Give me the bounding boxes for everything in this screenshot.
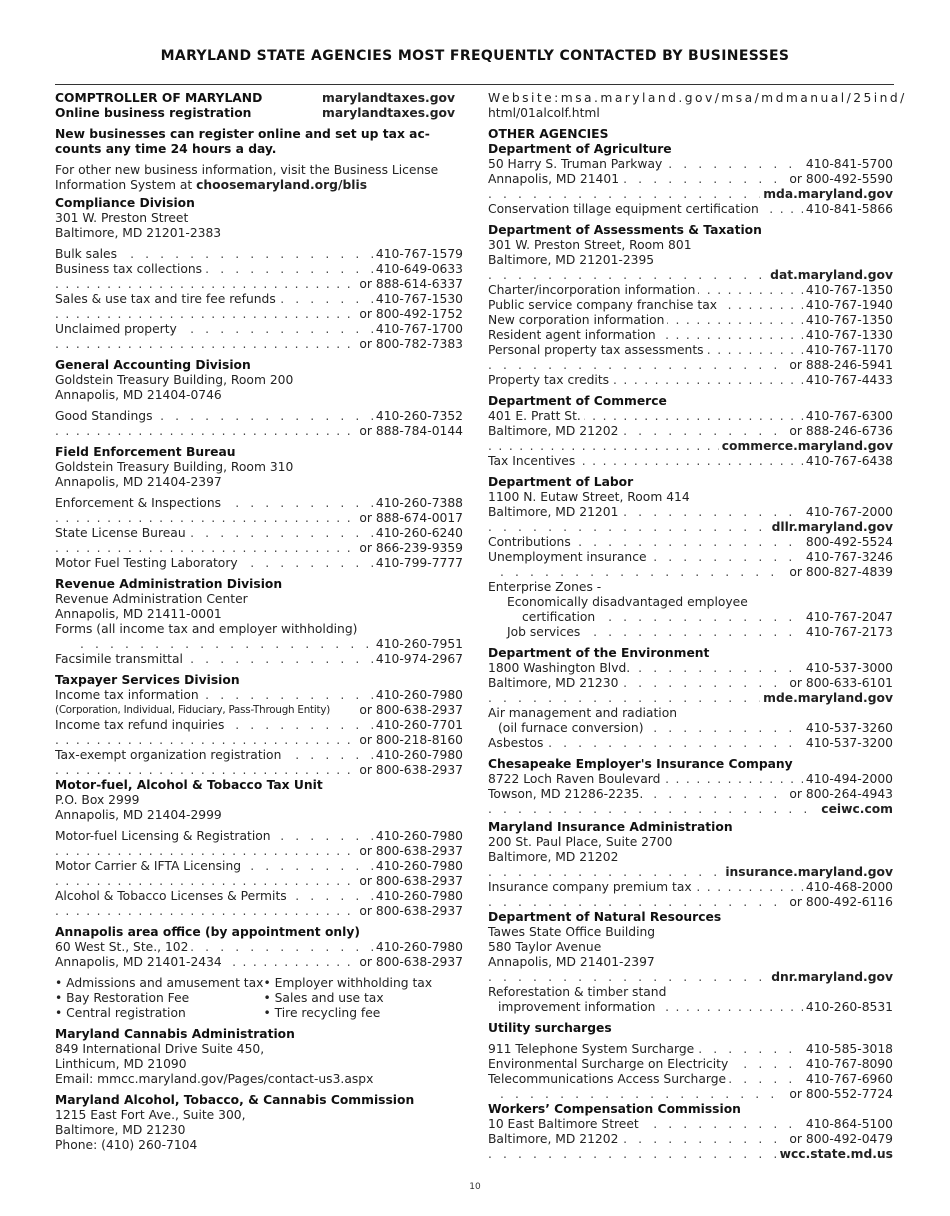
state-license-line: State License Bureau . . . 410-260-6240 <box>55 526 463 541</box>
natural-resources-address3: Annapolis, MD 21401-2397 <box>488 955 655 969</box>
natural-resources-site-line: . . . dnr.maryland.gov <box>488 970 893 985</box>
cannabis-admin-heading: Maryland Cannabis Administration <box>55 1027 295 1041</box>
tillage-line: Conservation tillage equipment certification . . . 410-841-5866 <box>488 202 893 217</box>
annapolis-address1-line: 60 West St., Ste., 102 . . . 410-260-7980 <box>55 940 463 955</box>
bullets-col-2 <box>263 976 463 1021</box>
blis-link[interactable]: choosemaryland.org/blis <box>196 178 368 192</box>
labor-address1: 1100 N. Eutaw Street, Room 414 <box>488 490 690 504</box>
website-line2[interactable]: html/01alcolf.html <box>488 106 600 120</box>
assessments-site-line: . . . dat.maryland.gov <box>488 268 893 283</box>
insurance-site-line: . . . insurance.maryland.gov <box>488 865 893 880</box>
telecom-surcharge-line: Telecommunications Access Surcharge . . . 410-767-6960 <box>488 1072 893 1087</box>
bullet-item: • Admissions and amusement tax <box>55 976 264 990</box>
forms-text: Forms (all income tax and employer withholding) <box>55 622 358 636</box>
page-number: 10 <box>469 1182 481 1192</box>
telephone-surcharge-line: 911 Telephone System Surcharge . . . 410-585-3018 <box>488 1042 893 1057</box>
commerce-heading: Department of Commerce <box>488 394 667 408</box>
enforcement-line: Enforcement & Inspections . . . 410-260-7388 <box>55 496 463 511</box>
income-tax-alt: (Corporation, Individual, Fiduciary, Pass-Through Entity) or 800-638-2937 <box>55 703 463 717</box>
certification-line: certification . . . 410-767-2047 <box>488 610 893 625</box>
resident-agent-line: Resident agent information . . . 410-767-1330 <box>488 328 893 343</box>
agriculture-site-line: . . . mda.maryland.gov <box>488 187 893 202</box>
left-column <box>55 91 463 1153</box>
income-tax-line: Income tax information . . . 410-260-7980 <box>55 688 463 703</box>
motor-fuel-address2: Annapolis, MD 21404-2999 <box>55 808 222 822</box>
contributions-line: Contributions . . . 800-492-5524 <box>488 535 893 550</box>
personal-property-line: Personal property tax assessments . . . 410-767-1170 <box>488 343 893 358</box>
reforestation-text: Reforestation & timber stand <box>488 985 667 999</box>
commerce-address2-line: Baltimore, MD 21202 . . . or 888-246-6736 <box>488 424 893 439</box>
environment-site-line: . . . mde.maryland.gov <box>488 691 893 706</box>
unemployment-line: Unemployment insurance . . . 410-767-3246 <box>488 550 893 565</box>
improvement-line: improvement information . . . 410-260-8531 <box>488 1000 893 1015</box>
insurance-address1: 200 St. Paul Place, Suite 2700 <box>488 835 673 849</box>
atc-commission-address1: 1215 East Fort Ave., Suite 300, <box>55 1108 246 1122</box>
asbestos-line: Asbestos . . . 410-537-3200 <box>488 736 893 751</box>
assessments-heading: Department of Assessments & Taxation <box>488 223 762 237</box>
insurance-heading: Maryland Insurance Administration <box>488 820 733 834</box>
alcohol-tobacco-line: Alcohol & Tobacco Licenses & Permits . . . 410-260-7980 <box>55 889 463 904</box>
business-info-2: Information System at choosemaryland.org/blis <box>55 178 368 192</box>
cannabis-admin-email[interactable]: Email: mmcc.maryland.gov/Pages/contact-us3.aspx <box>55 1072 374 1086</box>
environment-address1-line: 1800 Washington Blvd. . . . 410-537-3000 <box>488 661 893 676</box>
environment-heading: Department of the Environment <box>488 646 710 660</box>
environmental-surcharge-line: Environmental Surcharge on Electricity . . . 410-767-8090 <box>488 1057 893 1072</box>
personal-property-alt: . . . or 888-246-5941 <box>488 358 893 373</box>
state-license-alt: . . . or 866-239-9359 <box>55 541 463 556</box>
business-info-1: For other new business information, visit the Business License <box>55 163 439 177</box>
annapolis-office-heading: Annapolis area office (by appointment only) <box>55 925 360 939</box>
motor-fuel-address1: P.O. Box 2999 <box>55 793 140 807</box>
title-rule <box>55 84 894 85</box>
insurance-address2: Baltimore, MD 21202 <box>488 850 619 864</box>
compliance-heading: Compliance Division <box>55 196 195 210</box>
motor-fuel-licensing-line: Motor-fuel Licensing & Registration . . . 410-260-7980 <box>55 829 463 844</box>
right-column <box>488 91 907 1162</box>
chesapeake-heading: Chesapeake Employer's Insurance Company <box>488 757 793 771</box>
revenue-admin-heading: Revenue Administration Division <box>55 577 283 591</box>
tax-incentives-line: Tax Incentives . . . 410-767-6438 <box>488 454 893 469</box>
atc-commission-address2: Baltimore, MD 21230 <box>55 1123 186 1137</box>
forms-line: . . . 410-260-7951 <box>55 637 463 652</box>
labor-site-line: . . . dllr.maryland.gov <box>488 520 893 535</box>
unclaimed-alt: . . . or 800-782-7383 <box>55 337 463 352</box>
agriculture-heading: Department of Agriculture <box>488 142 672 156</box>
unemployment-alt: . . . or 800-827-4839 <box>488 565 893 580</box>
motor-fuel-licensing-alt: . . . or 800-638-2937 <box>55 844 463 859</box>
facsimile-line: Facsimile transmittal . . . 410-974-2967 <box>55 652 463 667</box>
insurance-premium-alt: . . . or 800-492-6116 <box>488 895 893 910</box>
workers-comp-address1-line: 10 East Baltimore Street . . . 410-864-5100 <box>488 1117 893 1132</box>
charter-line: Charter/incorporation information . . . 410-767-1350 <box>488 283 893 298</box>
comptroller-header: COMPTROLLER OF MARYLAND marylandtaxes.gov <box>55 91 455 105</box>
bullet-item: • Sales and use tax <box>263 991 384 1005</box>
new-corporation-line: New corporation information . . . 410-767-1350 <box>488 313 893 328</box>
online-registration: Online business registration marylandtaxes.gov <box>55 106 455 120</box>
motor-carrier-line: Motor Carrier & IFTA Licensing . . . 410-260-7980 <box>55 859 463 874</box>
bullet-item: • Tire recycling fee <box>263 1006 381 1020</box>
unclaimed-line: Unclaimed property . . . 410-767-1700 <box>55 322 463 337</box>
business-tax-alt: . . . or 888-614-6337 <box>55 277 463 292</box>
commerce-site-line: . . . commerce.maryland.gov <box>488 439 893 454</box>
bullet-item: • Employer withholding tax <box>263 976 433 990</box>
assessments-address1: 301 W. Preston Street, Room 801 <box>488 238 692 252</box>
property-credits-line: Property tax credits . . . 410-767-4433 <box>488 373 893 388</box>
motor-carrier-alt: . . . or 800-638-2937 <box>55 874 463 889</box>
field-enforcement-address1: Goldstein Treasury Building, Room 310 <box>55 460 294 474</box>
services-bullets <box>55 976 463 1021</box>
sales-use-alt: . . . or 800-492-1752 <box>55 307 463 322</box>
labor-address2-line: Baltimore, MD 21201 . . . 410-767-2000 <box>488 505 893 520</box>
page-title: MARYLAND STATE AGENCIES MOST FREQUENTLY CONTACTED BY BUSINESSES <box>160 48 790 64</box>
field-enforcement-heading: Field Enforcement Bureau <box>55 445 236 459</box>
motor-fuel-heading: Motor-fuel, Alcohol & Tobacco Tax Unit <box>55 778 323 792</box>
labor-heading: Department of Labor <box>488 475 634 489</box>
telecom-surcharge-alt: . . . or 800-552-7724 <box>488 1087 893 1102</box>
field-enforcement-address2: Annapolis, MD 21404-2397 <box>55 475 222 489</box>
enforcement-alt: . . . or 888-674-0017 <box>55 511 463 526</box>
revenue-admin-address1: Revenue Administration Center <box>55 592 248 606</box>
good-standings-line: Good Standings . . . 410-260-7352 <box>55 409 463 424</box>
disadvantaged-text: Economically disadvantaged employee <box>507 595 748 609</box>
chesapeake-address2-line: Towson, MD 21286-2235. . . . or 800-264-4943 <box>488 787 893 802</box>
annapolis-address2-line: Annapolis, MD 21401-2434 . . . or 800-638-2937 <box>55 955 463 970</box>
chesapeake-site-line: . . . ceiwc.com <box>488 802 893 817</box>
enterprise-zones-text: Enterprise Zones - <box>488 580 602 594</box>
alcohol-tobacco-alt: . . . or 800-638-2937 <box>55 904 463 919</box>
bullet-item: • Bay Restoration Fee <box>55 991 190 1005</box>
general-accounting-address2: Annapolis, MD 21404-0746 <box>55 388 222 402</box>
website-line1[interactable]: Website:msa.maryland.gov/msa/mdmanual/25ind/ <box>488 91 907 105</box>
business-tax-line: Business tax collections . . . 410-649-0633 <box>55 262 463 277</box>
utility-heading: Utility surcharges <box>488 1021 612 1035</box>
compliance-address1: 301 W. Preston Street <box>55 211 189 225</box>
environment-address2-line: Baltimore, MD 21230 . . . or 800-633-6101 <box>488 676 893 691</box>
natural-resources-heading: Department of Natural Resources <box>488 910 722 924</box>
atc-commission-heading: Maryland Alcohol, Tobacco, & Cannabis Commission <box>55 1093 415 1107</box>
agriculture-address1-line: 50 Harry S. Truman Parkway . . . 410-841-5700 <box>488 157 893 172</box>
public-service-line: Public service company franchise tax . . . 410-767-1940 <box>488 298 893 313</box>
workers-comp-site-line: . . . wcc.state.md.us <box>488 1147 893 1162</box>
good-standings-alt: . . . or 888-784-0144 <box>55 424 463 439</box>
oil-furnace-line: (oil furnace conversion) . . . 410-537-3260 <box>488 721 893 736</box>
bulk-sales-line: Bulk sales . . . 410-767-1579 <box>55 247 463 262</box>
commerce-address1-line: 401 E. Pratt St. . . . 410-767-6300 <box>488 409 893 424</box>
revenue-admin-address2: Annapolis, MD 21411-0001 <box>55 607 222 621</box>
registration-notice-1: New businesses can register online and set up tax ac- <box>55 127 430 141</box>
general-accounting-heading: General Accounting Division <box>55 358 251 372</box>
air-management-text: Air management and radiation <box>488 706 678 720</box>
registration-notice-2: counts any time 24 hours a day. <box>55 142 277 156</box>
tax-exempt-alt: . . . or 800-638-2937 <box>55 763 463 778</box>
general-accounting-address1: Goldstein Treasury Building, Room 200 <box>55 373 294 387</box>
cannabis-admin-address2: Linthicum, MD 21090 <box>55 1057 187 1071</box>
natural-resources-address2: 580 Taylor Avenue <box>488 940 602 954</box>
workers-comp-heading: Workers’ Compensation Commission <box>488 1102 741 1116</box>
refund-alt: . . . or 800-218-8160 <box>55 733 463 748</box>
workers-comp-address2-line: Baltimore, MD 21202 . . . or 800-492-0479 <box>488 1132 893 1147</box>
motor-fuel-testing-line: Motor Fuel Testing Laboratory . . . 410-799-7777 <box>55 556 463 571</box>
assessments-address2: Baltimore, MD 21201-2395 <box>488 253 655 267</box>
agriculture-address2-line: Annapolis, MD 21401 . . . or 800-492-5590 <box>488 172 893 187</box>
cannabis-admin-address1: 849 International Drive Suite 450, <box>55 1042 265 1056</box>
sales-use-line: Sales & use tax and tire fee refunds . . . 410-767-1530 <box>55 292 463 307</box>
refund-line: Income tax refund inquiries . . . 410-260-7701 <box>55 718 463 733</box>
other-agencies-heading: OTHER AGENCIES <box>488 127 609 141</box>
atc-commission-phone: Phone: (410) 260-7104 <box>55 1138 198 1152</box>
insurance-premium-line: Insurance company premium tax . . . 410-468-2000 <box>488 880 893 895</box>
job-services-line: Job services . . . 410-767-2173 <box>488 625 893 640</box>
chesapeake-address1-line: 8722 Loch Raven Boulevard . . . 410-494-2000 <box>488 772 893 787</box>
bullets-col-1 <box>55 976 263 1021</box>
bullet-item: • Central registration <box>55 1006 186 1020</box>
taxpayer-services-heading: Taxpayer Services Division <box>55 673 240 687</box>
natural-resources-address1: Tawes State Office Building <box>488 925 656 939</box>
compliance-address2: Baltimore, MD 21201-2383 <box>55 226 222 240</box>
tax-exempt-line: Tax-exempt organization registration . . . 410-260-7980 <box>55 748 463 763</box>
